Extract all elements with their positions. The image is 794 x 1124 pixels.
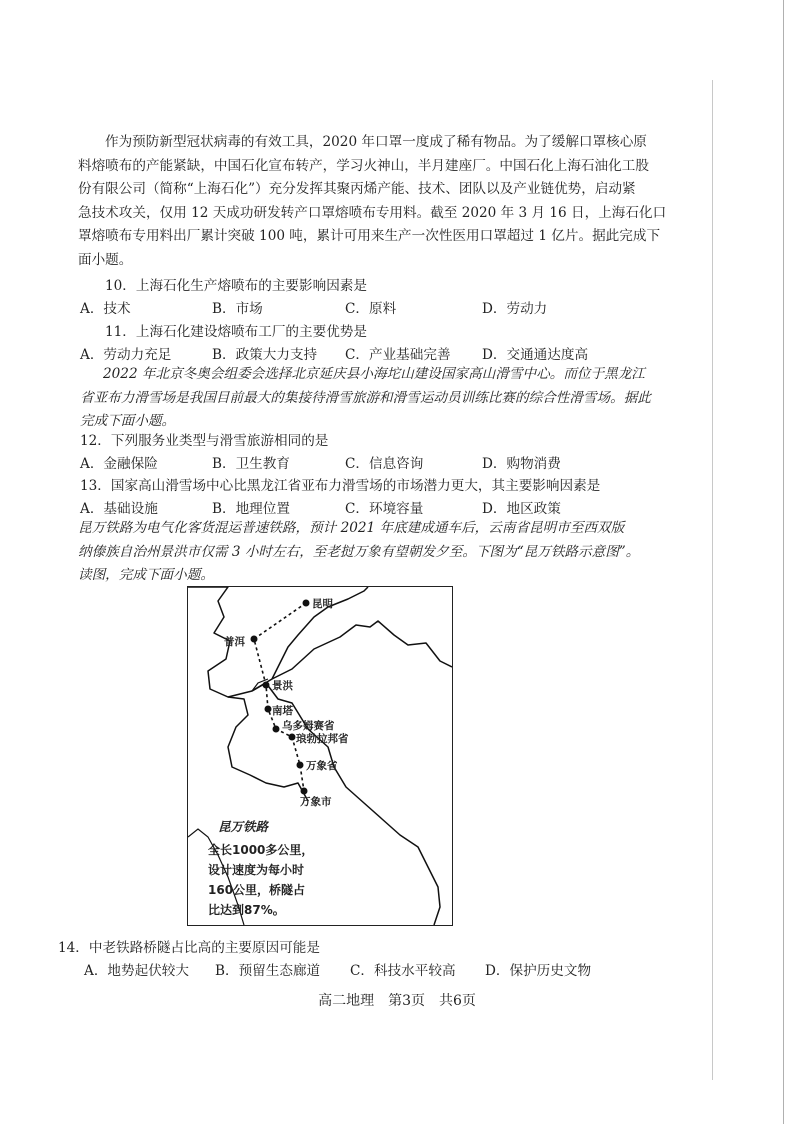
passage-line: 料熔喷布的产能紧缺，中国石化宣布转产，学习火神山，半月建座厂。中国石化上海石油化工股 (78, 157, 649, 174)
station-puer (251, 636, 258, 643)
label-luangprabang: 琅勃拉邦省 (296, 733, 349, 745)
q14-option-c[interactable]: C．科技水平较高 (350, 963, 456, 979)
legend-line: 设计速度为每小时 (208, 863, 305, 877)
q14-option-d[interactable]: D．保护历史文物 (485, 963, 592, 979)
passage-mask-materials (78, 131, 708, 272)
q12-option-c[interactable]: C．信息咨询 (345, 456, 424, 472)
q14-option-b[interactable]: B．预留生态廊道 (215, 963, 321, 979)
passage-line: 作为预防新型冠状病毒的有效工具，2020 年口罩一度成了稀有物品。为了缓解口罩核心原 (105, 134, 647, 150)
label-oudomxay: 乌多姆赛省 (282, 720, 335, 732)
legend-line: 全长1000多公里， (208, 843, 314, 857)
station-oudomxay (273, 726, 280, 733)
q10-option-b[interactable]: B．市场 (212, 301, 263, 317)
q10-option-c[interactable]: C．原料 (345, 301, 397, 317)
q12-option-b[interactable]: B．卫生教育 (212, 456, 290, 472)
question-12-stem: 12．下列服务业类型与滑雪旅游相同的是 (80, 433, 329, 449)
map-legend-text (208, 840, 328, 920)
q11-option-a[interactable]: A．劳动力充足 (80, 347, 172, 363)
q12-option-a[interactable]: A．金融保险 (80, 456, 158, 472)
question-14-stem: 14．中老铁路桥隧占比高的主要原因可能是 (58, 940, 320, 956)
legend-line: 比达到87%。 (208, 903, 285, 917)
q11-option-c[interactable]: C．产业基础完善 (345, 347, 451, 363)
label-nanta: 南塔 (272, 705, 293, 717)
question-13-stem: 13．国家高山滑雪场中心比黑龙江省亚布力滑雪场的市场潜力更大，其主要影响因素是 (80, 478, 601, 494)
q13-option-d[interactable]: D．地区政策 (482, 501, 561, 517)
passage-line: 昆万铁路为电气化客货混运普速铁路，预计 2021 年底建成通车后，云南省昆明市至西双版 (78, 520, 625, 536)
label-jinghong: 景洪 (272, 680, 293, 692)
q10-option-d[interactable]: D．劳动力 (482, 301, 548, 317)
station-jinghong (263, 682, 270, 689)
question-11-stem: 11．上海石化建设熔喷布工厂的主要优势是 (105, 324, 367, 340)
scan-edge-line (783, 0, 784, 1124)
q14-option-a[interactable]: A．地势起伏较大 (84, 963, 189, 979)
kunming-vientiane-railway-map (187, 586, 453, 926)
passage-line: 纳傣族自治州景洪市仅需 3 小时左右，至老挝万象有望朝发夕至。下图为“昆万铁路示意图”。 (78, 543, 640, 560)
q11-option-b[interactable]: B．政策大力支持 (212, 347, 318, 363)
passage-line: 急技术攻关，仅用 12 天成功研发转产口罩熔喷布专用料。截至 2020 年 3 月 16 日，上海石化口 (78, 204, 667, 221)
q12-option-d[interactable]: D．购物消费 (482, 456, 561, 472)
q13-option-a[interactable]: A．基础设施 (80, 501, 158, 517)
map-legend-title: 昆万铁路 (218, 819, 269, 834)
passage-line: 读图，完成下面小题。 (78, 567, 214, 583)
label-puer: 普洱 (224, 636, 245, 648)
q13-option-b[interactable]: B．地理位置 (212, 501, 290, 517)
q10-option-a[interactable]: A．技术 (80, 301, 131, 317)
passage-line: 2022 年北京冬奥会组委会选择北京延庆县小海坨山建设国家高山滑雪中心。而位于黑龙江 (103, 366, 645, 382)
label-kunming: 昆明 (312, 598, 333, 610)
passage-line: 面小题。 (78, 251, 133, 268)
station-vientiane-province (297, 762, 304, 769)
q11-option-d[interactable]: D．交通通达度高 (482, 347, 589, 363)
passage-railway (78, 517, 718, 588)
passage-line: 省亚布力滑雪场是我国目前最大的集接待滑雪旅游和滑雪运动员训练比赛的综合性滑雪场。据此 (80, 389, 651, 406)
legend-line: 160公里，桥隧占 (208, 883, 306, 897)
station-luangprabang (289, 734, 296, 741)
passage-ski-resort (80, 363, 710, 434)
page-footer: 高二地理 第3页 共6页 (318, 993, 476, 1009)
passage-line: 份有限公司（简称“上海石化”）充分发挥其聚丙烯产能、技术、团队以及产业链优势，启动紧 (78, 181, 636, 197)
passage-line: 罩熔喷布专用料出厂累计突破 100 吨，累计可用来生产一次性医用口罩超过 1 亿片。据此完成下 (78, 228, 661, 244)
question-10-stem: 10．上海石化生产熔喷布的主要影响因素是 (105, 278, 367, 294)
station-nanta (265, 706, 272, 713)
station-kunming (303, 600, 310, 607)
passage-line: 完成下面小题。 (80, 413, 176, 429)
q13-option-c[interactable]: C．环境容量 (345, 501, 424, 517)
label-vientiane-province: 万象省 (306, 760, 338, 772)
vietnam-border (272, 621, 452, 679)
label-vientiane-city: 万象市 (300, 796, 332, 808)
